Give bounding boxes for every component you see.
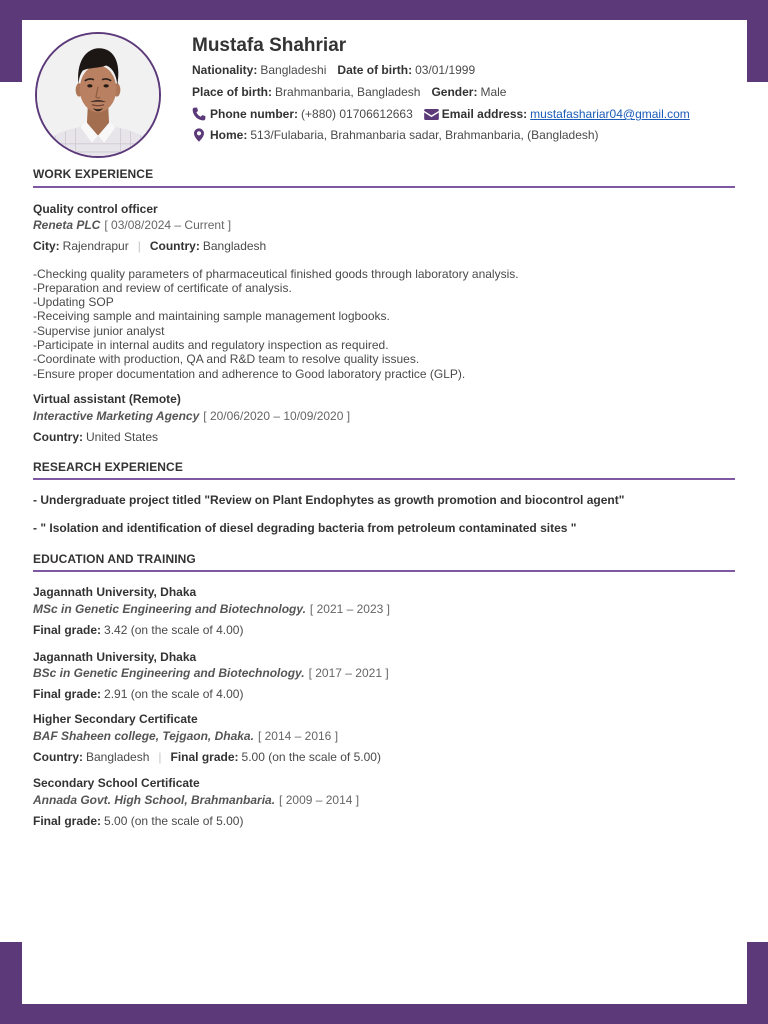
email-label: Email address: xyxy=(441,107,528,121)
profile-photo xyxy=(35,32,161,158)
research-item: - " Isolation and identification of diesel degrading bacteria from petroleum contaminated sites " xyxy=(33,520,577,535)
education-title: Higher Secondary Certificate xyxy=(33,711,198,726)
education-detail-line xyxy=(33,602,390,617)
education-title: Jagannath University, Dhaka xyxy=(33,584,197,599)
frame-corner-top-left xyxy=(0,0,22,82)
section-heading-research-experience: RESEARCH EXPERIENCE xyxy=(33,459,183,474)
job-location-line xyxy=(33,430,158,445)
frame-corner-bottom-left xyxy=(0,942,22,1024)
job-employer: Interactive Marketing Agency xyxy=(33,408,200,423)
nationality-field xyxy=(192,62,326,78)
date-of-birth-value: 03/01/1999 xyxy=(415,63,476,77)
contact-row xyxy=(192,106,701,122)
education-institution: Annada Govt. High School, Brahmanbaria. xyxy=(33,792,276,807)
education-dates: [ 2009 – 2014 ] xyxy=(279,792,360,807)
education-title: Secondary School Certificate xyxy=(33,775,200,790)
education-grade-line xyxy=(33,750,381,765)
section-heading-education: EDUCATION AND TRAINING xyxy=(33,551,196,566)
education-detail-line xyxy=(33,793,359,808)
duty-item: -Receiving sample and maintaining sample management logbooks. xyxy=(33,309,390,324)
frame-corner-bottom-right xyxy=(747,942,768,1024)
job-title: Quality control officer xyxy=(33,201,158,216)
duty-item: -Preparation and review of certificate of analysis. xyxy=(33,280,292,295)
duty-item: -Checking quality parameters of pharmaceutical finished goods through laboratory analysis. xyxy=(33,266,519,281)
section-rule xyxy=(33,186,735,188)
field-separator: | xyxy=(158,749,162,764)
place-of-birth-value: Brahmanbaria, Bangladesh xyxy=(275,85,421,99)
country-value: Bangladesh xyxy=(202,238,267,253)
email-link[interactable]: mustafashariar04@gmail.com xyxy=(530,107,690,121)
place-of-birth-field xyxy=(192,84,420,100)
education-detail-line xyxy=(33,666,389,681)
education-detail-line xyxy=(33,729,338,744)
field-separator: | xyxy=(137,238,141,253)
country-label: Country: xyxy=(149,238,200,253)
section-rule xyxy=(33,478,735,480)
country-label: Country: xyxy=(33,749,83,764)
education-institution: BAF Shaheen college, Tejgaon, Dhaka. xyxy=(33,728,254,743)
duty-item: -Coordinate with production, QA and R&D team to resolve quality issues. xyxy=(33,352,420,367)
city-label: City: xyxy=(33,238,60,253)
date-of-birth-field xyxy=(337,62,475,78)
education-grade-line xyxy=(33,623,243,638)
profile-photo-image xyxy=(37,34,159,156)
education-dates: [ 2021 – 2023 ] xyxy=(309,601,390,616)
grade-label: Final grade: xyxy=(33,622,102,637)
location-pin-icon xyxy=(194,128,204,142)
grade-label: Final grade: xyxy=(33,686,102,701)
phone-icon xyxy=(192,107,206,121)
frame-corner-top-right xyxy=(747,0,768,82)
job-duties-list xyxy=(33,267,519,381)
page-frame-top xyxy=(0,0,768,20)
city-value: Rajendrapur xyxy=(62,238,129,253)
job-employer-line xyxy=(33,218,231,233)
nationality-value: Bangladeshi xyxy=(260,63,327,77)
personal-info-row xyxy=(192,84,517,100)
education-title: Jagannath University, Dhaka xyxy=(33,649,197,664)
gender-field xyxy=(431,84,506,100)
personal-info-row xyxy=(192,62,486,78)
job-dates: [ 03/08/2024 – Current ] xyxy=(104,217,232,232)
grade-value: 2.91 (on the scale of 4.00) xyxy=(104,686,244,701)
education-qualification: MSc in Genetic Engineering and Biotechnology. xyxy=(33,601,306,616)
section-heading-work-experience: WORK EXPERIENCE xyxy=(33,167,154,181)
nationality-label: Nationality: xyxy=(192,63,258,77)
date-of-birth-label: Date of birth: xyxy=(337,63,413,77)
research-item: - Undergraduate project titled "Review on Plant Endophytes as growth promotion and biocontrol agent" xyxy=(33,492,625,507)
duty-item: -Participate in internal audits and regulatory inspection as required. xyxy=(33,337,389,352)
place-of-birth-label: Place of birth: xyxy=(192,85,273,99)
phone-label: Phone number: xyxy=(210,107,299,121)
grade-value: 3.42 (on the scale of 4.00) xyxy=(104,622,244,637)
section-rule xyxy=(33,570,735,572)
phone-value: (+880) 01706612663 xyxy=(301,107,413,121)
education-dates: [ 2014 – 2016 ] xyxy=(257,728,339,743)
job-title: Virtual assistant (Remote) xyxy=(33,391,181,406)
duty-item: -Ensure proper documentation and adherence to Good laboratory practice (GLP). xyxy=(33,366,466,381)
page-frame-bottom xyxy=(0,1004,768,1024)
education-grade-line xyxy=(33,814,243,829)
grade-label: Final grade: xyxy=(33,813,102,828)
grade-value: 5.00 (on the scale of 5.00) xyxy=(241,749,381,764)
home-value: 513/Fulabaria, Brahmanbaria sadar, Brahmanbaria, (Bangladesh) xyxy=(250,128,599,142)
gender-value: Male xyxy=(480,85,507,99)
gender-label: Gender: xyxy=(431,85,478,99)
grade-value: 5.00 (on the scale of 5.00) xyxy=(104,813,244,828)
job-employer-line xyxy=(33,409,350,424)
education-dates: [ 2017 – 2021 ] xyxy=(308,665,389,680)
duty-item: -Supervise junior analyst xyxy=(33,323,165,338)
phone-field xyxy=(192,106,413,122)
home-label: Home: xyxy=(210,128,248,142)
envelope-icon xyxy=(424,109,439,120)
duty-item: -Updating SOP xyxy=(33,295,114,310)
email-field xyxy=(424,106,690,122)
education-grade-line xyxy=(33,687,243,702)
address-row xyxy=(192,127,599,143)
country-value: United States xyxy=(86,429,159,444)
country-value: Bangladesh xyxy=(86,749,150,764)
job-employer: Reneta PLC xyxy=(33,217,101,232)
grade-label: Final grade: xyxy=(170,749,239,764)
education-qualification: BSc in Genetic Engineering and Biotechnology. xyxy=(33,665,305,680)
candidate-name: Mustafa Shahriar xyxy=(192,35,347,56)
job-dates: [ 20/06/2020 – 10/09/2020 ] xyxy=(203,408,351,423)
job-location-line xyxy=(33,239,266,254)
country-label: Country: xyxy=(33,429,83,444)
